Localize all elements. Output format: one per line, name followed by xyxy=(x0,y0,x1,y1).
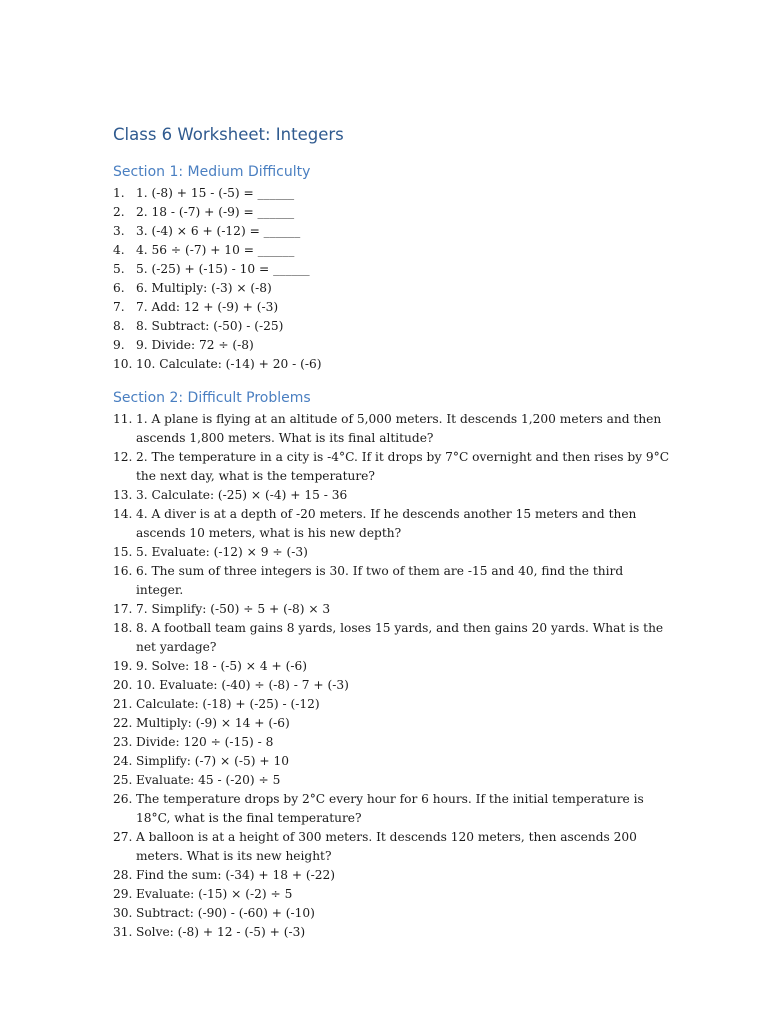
list-item-text: Simplify: (-7) × (-5) + 10 xyxy=(136,754,289,768)
list-item-number: 29. xyxy=(113,887,133,901)
list-item-text: 6. Multiply: (-3) × (-8) xyxy=(136,281,272,295)
list-item-number: 11. xyxy=(113,412,133,426)
list-item xyxy=(113,828,673,866)
list-item xyxy=(113,676,673,695)
list-item xyxy=(113,714,673,733)
section-1-heading: Section 1: Medium Difficulty xyxy=(113,164,311,180)
list-item-number: 4. xyxy=(113,243,125,257)
list-item-text: Find the sum: (-34) + 18 + (-22) xyxy=(136,868,336,882)
list-item-number: 21. xyxy=(113,697,133,711)
list-item-text: Evaluate: (-15) × (-2) ÷ 5 xyxy=(136,887,293,901)
list-item xyxy=(113,279,673,298)
list-item xyxy=(113,923,673,942)
list-item-text: 8. Subtract: (-50) - (-25) xyxy=(136,319,284,333)
list-item xyxy=(113,486,673,505)
list-item xyxy=(113,203,673,222)
list-item-number: 19. xyxy=(113,659,133,673)
list-item xyxy=(113,752,673,771)
list-item-number: 22. xyxy=(113,716,133,730)
list-item xyxy=(113,885,673,904)
list-item xyxy=(113,355,673,374)
list-item xyxy=(113,543,673,562)
list-item-text: A balloon is at a height of 300 meters. It descends 120 meters, then ascends 200 meters. What is its new height? xyxy=(136,830,637,863)
list-item-number: 3. xyxy=(113,224,125,238)
list-item-number: 30. xyxy=(113,906,133,920)
list-item-text: 2. The temperature in a city is -4°C. If it drops by 7°C overnight and then rises by 9°C the next day, what is the temperature? xyxy=(136,450,670,483)
list-item xyxy=(113,505,673,543)
page-title: Class 6 Worksheet: Integers xyxy=(113,125,344,144)
list-item-number: 31. xyxy=(113,925,133,939)
list-item-number: 24. xyxy=(113,754,133,768)
list-item-text: 3. Calculate: (-25) × (-4) + 15 - 36 xyxy=(136,488,348,502)
list-item-text: Subtract: (-90) - (-60) + (-10) xyxy=(136,906,315,920)
list-item-number: 14. xyxy=(113,507,133,521)
list-item xyxy=(113,448,673,486)
list-item-text: Solve: (-8) + 12 - (-5) + (-3) xyxy=(136,925,306,939)
section-2-heading: Section 2: Difficult Problems xyxy=(113,390,311,406)
list-item-text: 6. The sum of three integers is 30. If two of them are -15 and 40, find the third integer. xyxy=(136,564,624,597)
list-item-text: 3. (-4) × 6 + (-12) = ______ xyxy=(136,224,301,238)
list-item-number: 27. xyxy=(113,830,133,844)
list-item-number: 1. xyxy=(113,186,125,200)
list-item-text: Evaluate: 45 - (-20) ÷ 5 xyxy=(136,773,281,787)
list-item xyxy=(113,695,673,714)
list-item xyxy=(113,619,673,657)
list-item xyxy=(113,657,673,676)
list-item-number: 20. xyxy=(113,678,133,692)
list-item-number: 9. xyxy=(113,338,125,352)
list-item-number: 17. xyxy=(113,602,133,616)
list-item-number: 8. xyxy=(113,319,125,333)
list-item xyxy=(113,562,673,600)
list-item xyxy=(113,298,673,317)
list-item-text: 7. Simplify: (-50) ÷ 5 + (-8) × 3 xyxy=(136,602,331,616)
list-item xyxy=(113,317,673,336)
list-item-text: 5. (-25) + (-15) - 10 = ______ xyxy=(136,262,310,276)
worksheet-page xyxy=(113,124,673,942)
list-item-number: 5. xyxy=(113,262,125,276)
list-item-number: 6. xyxy=(113,281,125,295)
list-item-text: Multiply: (-9) × 14 + (-6) xyxy=(136,716,290,730)
list-item-text: The temperature drops by 2°C every hour for 6 hours. If the initial temperature is 18°C, what is the final temperature? xyxy=(136,792,644,825)
list-item-text: 7. Add: 12 + (-9) + (-3) xyxy=(136,300,279,314)
list-item-number: 25. xyxy=(113,773,133,787)
list-item xyxy=(113,336,673,355)
list-item-text: 8. A football team gains 8 yards, loses 15 yards, and then gains 20 yards. What is the net yardage? xyxy=(136,621,664,654)
list-item xyxy=(113,184,673,203)
list-item xyxy=(113,600,673,619)
list-item-number: 28. xyxy=(113,868,133,882)
list-item-text: 10. Evaluate: (-40) ÷ (-8) - 7 + (-3) xyxy=(136,678,349,692)
list-item-number: 2. xyxy=(113,205,125,219)
list-item-text: Calculate: (-18) + (-25) - (-12) xyxy=(136,697,320,711)
list-item-text: 1. A plane is flying at an altitude of 5,000 meters. It descends 1,200 meters and then ascends 1,800 meters. What is its final altitude? xyxy=(136,412,662,445)
list-item-text: 9. Divide: 72 ÷ (-8) xyxy=(136,338,254,352)
list-item-text: Divide: 120 ÷ (-15) - 8 xyxy=(136,735,274,749)
list-item-text: 10. Calculate: (-14) + 20 - (-6) xyxy=(136,357,322,371)
section-1-list xyxy=(113,184,673,374)
list-item-number: 7. xyxy=(113,300,125,314)
list-item xyxy=(113,790,673,828)
list-item-number: 10. xyxy=(113,357,133,371)
list-item-text: 1. (-8) + 15 - (-5) = ______ xyxy=(136,186,295,200)
list-item-number: 26. xyxy=(113,792,133,806)
list-item-text: 9. Solve: 18 - (-5) × 4 + (-6) xyxy=(136,659,307,673)
list-item xyxy=(113,904,673,923)
list-item xyxy=(113,260,673,279)
list-item-text: 4. 56 ÷ (-7) + 10 = ______ xyxy=(136,243,295,257)
list-item-number: 15. xyxy=(113,545,133,559)
list-item-number: 16. xyxy=(113,564,133,578)
list-item xyxy=(113,241,673,260)
list-item-number: 23. xyxy=(113,735,133,749)
list-item-number: 18. xyxy=(113,621,133,635)
list-item xyxy=(113,771,673,790)
list-item xyxy=(113,222,673,241)
list-item-number: 13. xyxy=(113,488,133,502)
list-item xyxy=(113,410,673,448)
list-item-text: 2. 18 - (-7) + (-9) = ______ xyxy=(136,205,295,219)
list-item-text: 5. Evaluate: (-12) × 9 ÷ (-3) xyxy=(136,545,308,559)
list-item xyxy=(113,866,673,885)
list-item xyxy=(113,733,673,752)
section-2-list xyxy=(113,410,673,942)
list-item-text: 4. A diver is at a depth of -20 meters. If he descends another 15 meters and then ascends 10 meters, what is his new depth? xyxy=(136,507,637,540)
list-item-number: 12. xyxy=(113,450,133,464)
